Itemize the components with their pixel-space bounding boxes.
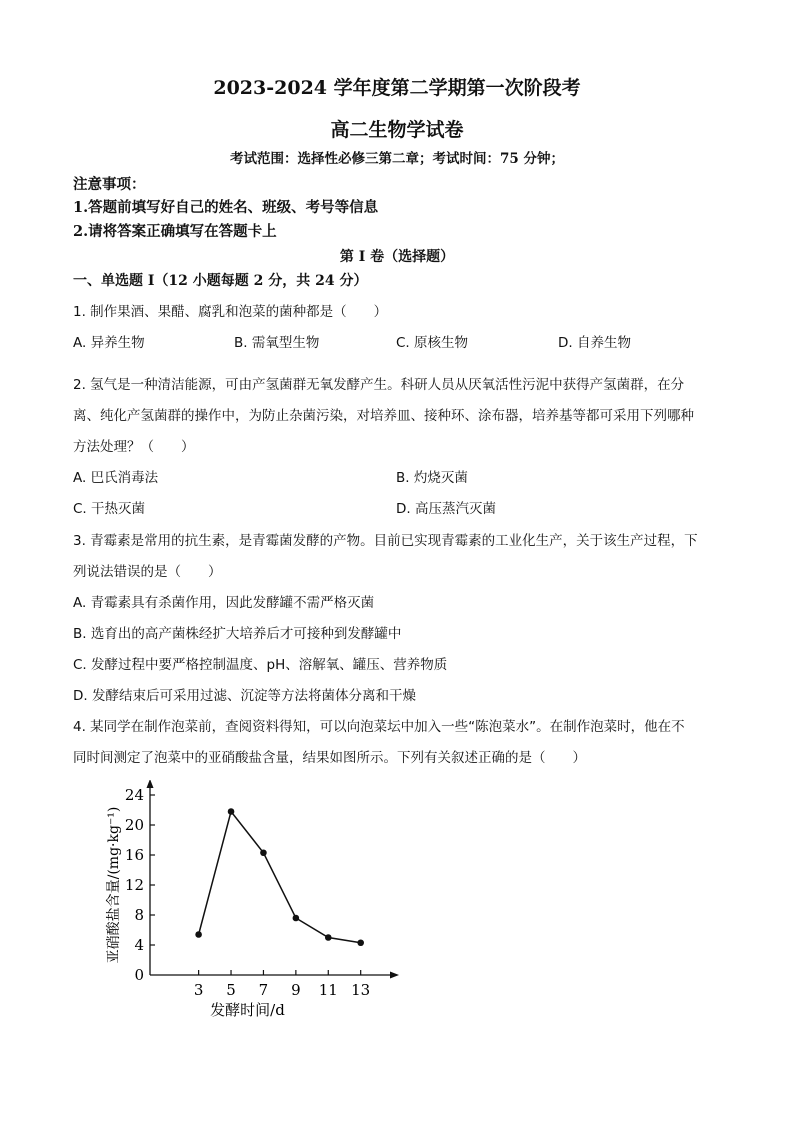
y-axis-arrow (147, 780, 154, 788)
question-1-stem: 1. 制作果酒、果醋、腐乳和泡菜的菌种都是（ ） (73, 304, 388, 320)
question-4-stem-line-2: 同时间测定了泡菜中的亚硝酸盐含量，结果如图所示。下列有关叙述正确的是（ ） (73, 750, 586, 766)
q3-option-a: A. 青霉素具有杀菌作用，因此发酵罐不需严格灭菌 (73, 595, 375, 611)
q1-option-c: C. 原核生物 (396, 335, 469, 351)
q2-option-d: D. 高压蒸汽灭菌 (396, 501, 496, 517)
q3-option-c: C. 发酵过程中要严格控制温度、pH、溶解氧、罐压、营养物质 (73, 657, 448, 673)
question-2-stem-line-3: 方法处理？（ ） (73, 439, 195, 455)
exam-subtitle: 高二生物学试卷 (330, 119, 464, 141)
question-3-stem-line-2: 列说法错误的是（ ） (73, 564, 222, 580)
question-2-stem-line-2: 离、纯化产氢菌群的操作中，为防止杂菌污染，对培养皿、接种环、涂布器，培养基等都可采用下列哪种 (73, 408, 694, 424)
x-tick-label: 5 (226, 981, 236, 999)
x-tick-label: 11 (318, 981, 338, 999)
data-point (357, 939, 364, 946)
q3-option-d: D. 发酵结束后可采用过滤、沉淀等方法将菌体分离和干燥 (73, 688, 416, 704)
y-tick-label: 12 (124, 876, 144, 894)
x-tick-label: 7 (258, 981, 269, 999)
y-tick-label: 4 (134, 936, 144, 954)
question-3-stem-line-1: 3. 青霉素是常用的抗生素，是青霉菌发酵的产物。目前已实现青霉素的工业化生产，关于该生产过程，下 (73, 533, 698, 549)
q2-option-c: C. 干热灭菌 (73, 501, 146, 517)
nitrite-chart (95, 780, 415, 1020)
section-heading: 一、单选题 I（12 小题每题 2 分，共 24 分） (73, 273, 368, 289)
x-axis-label: 发酵时间/d (210, 1001, 285, 1019)
y-tick-label: 8 (134, 906, 144, 924)
question-2-stem-line-1: 2. 氢气是一种清洁能源，可由产氢菌群无氧发酵产生。科研人员从厌氧活性污泥中获得产氢菌群，在分 (73, 377, 685, 393)
note-item-1: 1.答题前填写好自己的姓名、班级、考号等信息 (73, 199, 379, 216)
data-point (293, 915, 300, 922)
part-title: 第 I 卷（选择题） (339, 249, 455, 265)
q3-option-b: B. 选育出的高产菌株经扩大培养后才可接种到发酵罐中 (73, 626, 402, 642)
note-item-2: 2.请将答案正确填写在答题卡上 (73, 223, 277, 240)
exam-title: 2023-2024 学年度第二学期第一次阶段考 (213, 77, 581, 99)
series-line (199, 812, 361, 943)
x-axis-arrow (390, 972, 399, 979)
q2-option-a: A. 巴氏消毒法 (73, 470, 159, 486)
y-tick-label: 20 (124, 816, 144, 834)
q1-option-a: A. 异养生物 (73, 335, 145, 351)
q1-option-d: D. 自养生物 (558, 335, 631, 351)
notes-heading: 注意事项： (73, 176, 146, 193)
x-tick-label: 3 (193, 981, 204, 999)
q1-option-b: B. 需氧型生物 (234, 335, 320, 351)
y-tick-label: 24 (124, 786, 144, 804)
y-tick-label: 16 (124, 846, 144, 864)
x-tick-label: 13 (351, 981, 371, 999)
y-tick-label: 0 (134, 966, 144, 984)
data-point (260, 849, 267, 856)
y-axis-label: 亚硝酸盐含量/(mg·kg⁻¹) (106, 806, 122, 964)
data-point (195, 931, 202, 938)
question-4-stem-line-1: 4. 某同学在制作泡菜前，查阅资料得知，可以向泡菜坛中加入一些“陈泡菜水”。在制作泡菜时，他在不 (73, 719, 685, 735)
q2-option-b: B. 灼烧灭菌 (396, 470, 468, 486)
data-point (325, 934, 332, 941)
x-tick-label: 9 (291, 981, 301, 999)
exam-info: 考试范围：选择性必修三第二章；考试时间：75 分钟； (230, 151, 564, 167)
data-point (228, 808, 235, 815)
